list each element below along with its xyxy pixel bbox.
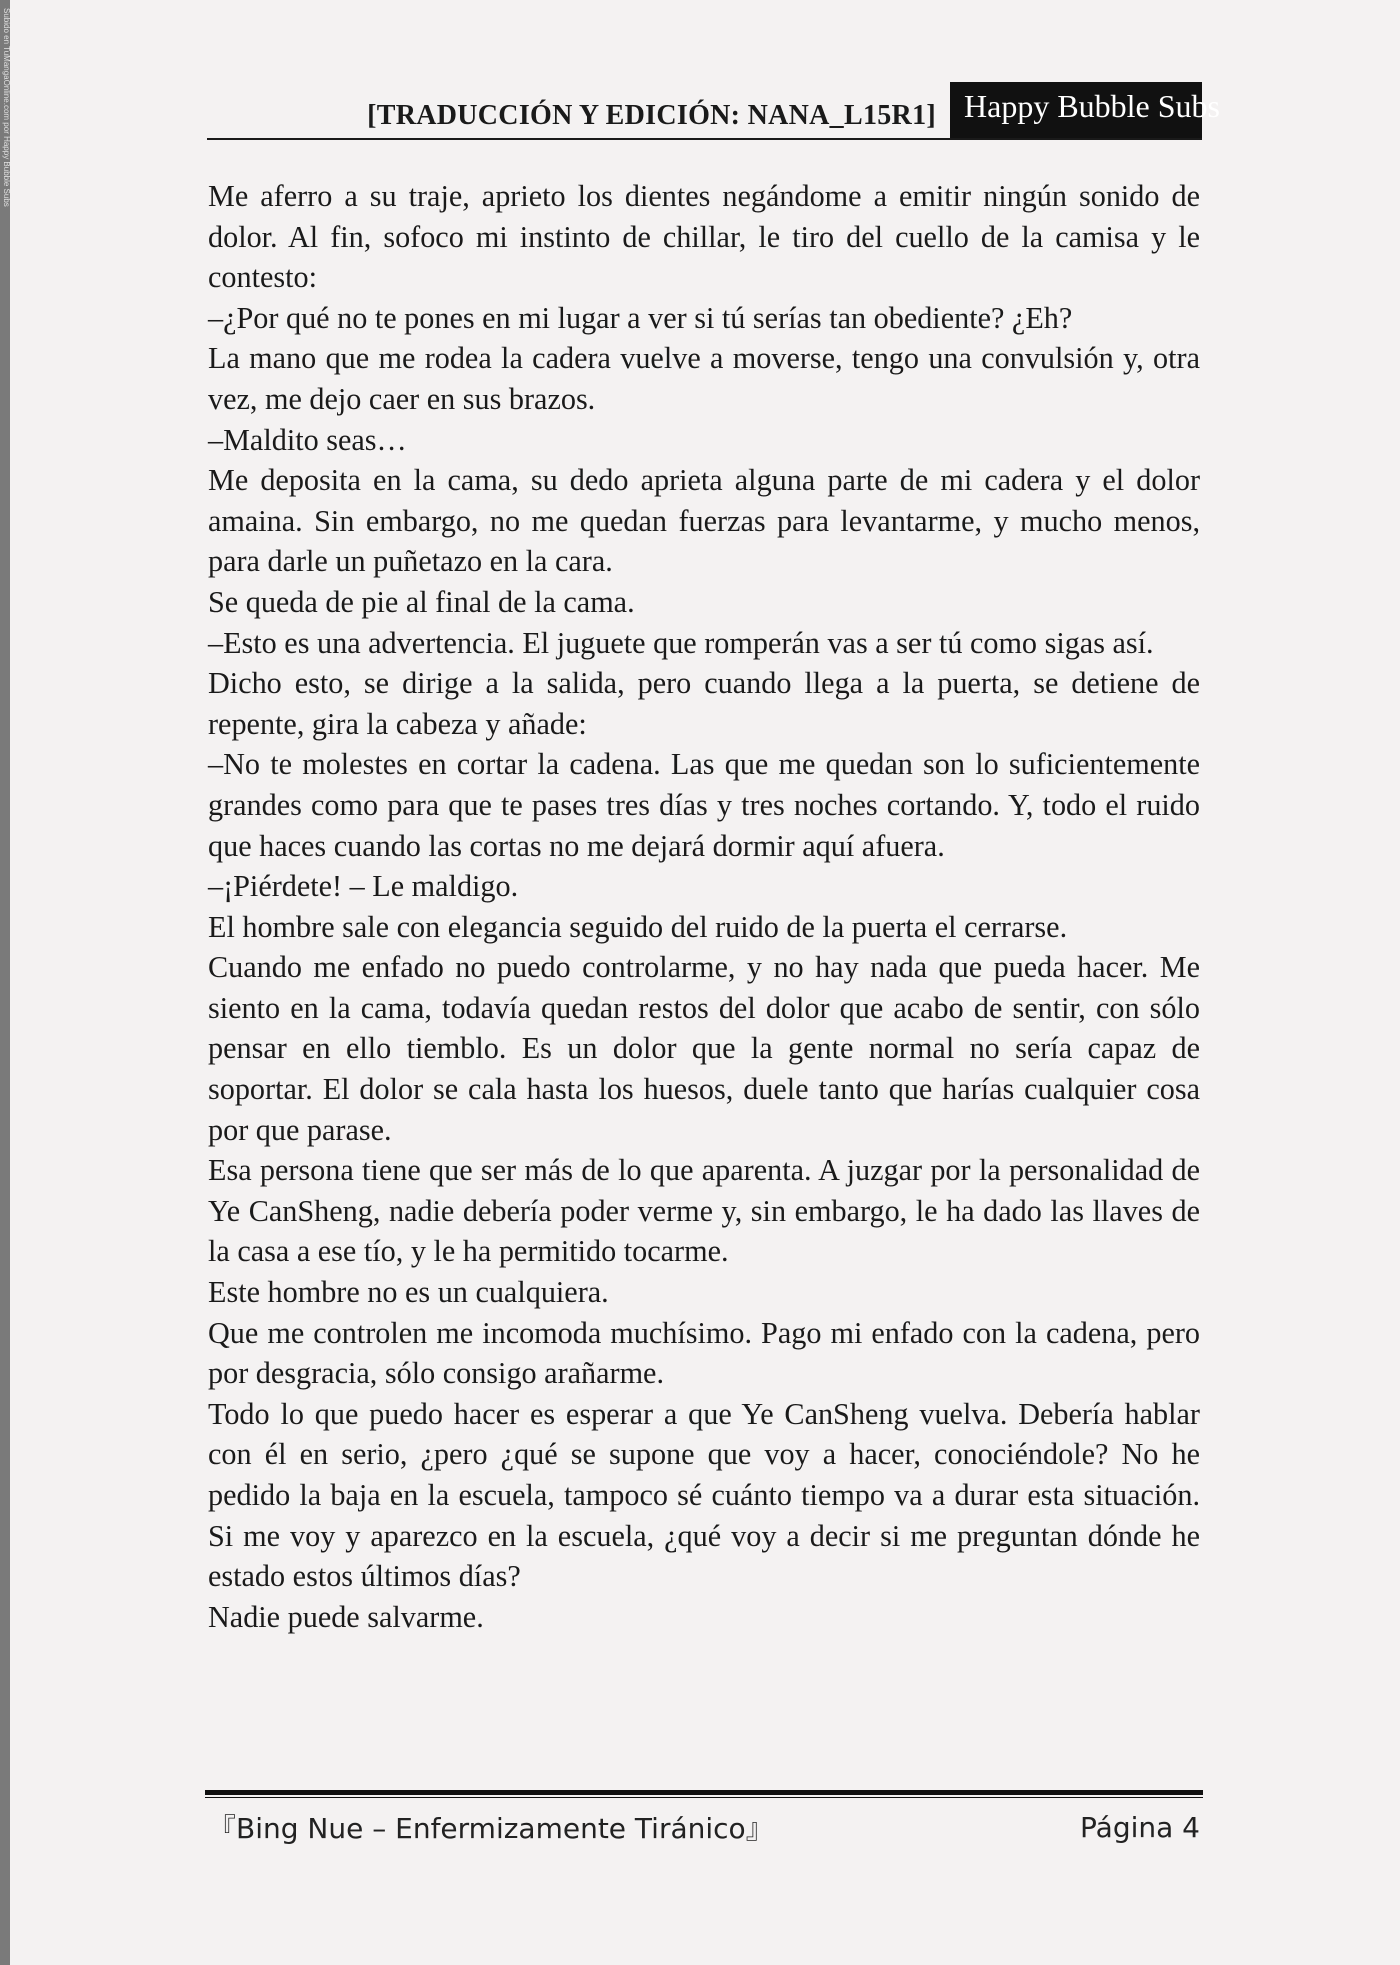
paragraph: Cuando me enfado no puedo controlarme, y no hay nada que pueda hacer. Me siento en la cama, todavía quedan restos del dolor que acabo de sentir, con sólo pensar en ello tiemblo. Es un dolor que la gente normal no sería capaz de soportar. El dolor se cala hasta los huesos, duele tanto que harías cualquier cosa por que parase. — [208, 950, 1200, 1147]
side-watermark-text: Subido en TuMangaOnline.com por Happy Bubble Subs — [2, 8, 11, 207]
header-credit: [TRADUCCIÓN Y EDICIÓN: NANA_L15R1] — [367, 100, 936, 131]
side-watermark-strip — [0, 0, 10, 1965]
header-brand-label: Happy Bubble Subs — [950, 82, 1202, 138]
paragraph: Que me controlen me incomoda muchísimo. Pago mi enfado con la cadena, pero por desgracia, sólo consigo arañarme. — [208, 1315, 1200, 1391]
footer-page-number: Página 4 — [1080, 1810, 1200, 1844]
paragraph: Esa persona tiene que ser más de lo que aparenta. A juzgar por la personalidad de Ye CanSheng, nadie debería poder verme y, sin embargo, le ha dado las llaves de la casa a ese tío, y le ha permitido tocarme. — [208, 1153, 1200, 1269]
page-footer — [208, 1802, 1200, 1852]
body-text — [208, 176, 1200, 1637]
paragraph: –¿Por qué no te pones en mi lugar a ver si tú serías tan obediente? ¿Eh? — [208, 300, 1073, 335]
paragraph: Dicho esto, se dirige a la salida, pero cuando llega a la puerta, se detiene de repente, gira la cabeza y añade: — [208, 666, 1200, 741]
paragraph: La mano que me rodea la cadera vuelve a moverse, tengo una convulsión y, otra vez, me dejo caer en sus brazos. — [208, 341, 1200, 416]
paragraph: –¡Piérdete! – Le maldigo. — [208, 869, 519, 904]
page-header — [207, 82, 1220, 140]
paragraph: Se queda de pie al final de la cama. — [208, 584, 635, 619]
paragraph: Me deposita en la cama, su dedo aprieta alguna parte de mi cadera y el dolor amaina. Sin embargo, no me quedan fuerzas para levantarme, y mucho menos, para darle un puñetazo en la cara. — [208, 463, 1200, 579]
paragraph: –Maldito seas… — [208, 422, 407, 457]
paragraph: –Esto es una advertencia. El juguete que romperán vas a ser tú como sigas así. — [208, 625, 1154, 660]
footer-book-title: 『Bing Nue – Enfermizamente Tiránico』 — [208, 1812, 774, 1845]
paragraph: El hombre sale con elegancia seguido del ruido de la puerta el cerrarse. — [208, 909, 1068, 944]
paragraph: Todo lo que puedo hacer es esperar a que Ye CanSheng vuelva. Debería hablar con él en serio, ¿pero ¿qué se supone que voy a hacer, conociéndole? No he pedido la baja en la escuela, tampoco sé cuánto tiempo va a durar esta situación. Si me voy y aparezco en la escuela, ¿qué voy a decir si me preguntan dónde he estado estos últimos días? — [208, 1396, 1200, 1594]
paragraph: Nadie puede salvarme. — [208, 1599, 484, 1634]
paragraph: –No te molestes en cortar la cadena. Las que me quedan son lo suficientemente grandes como para que te pases tres días y tres noches cortando. Y, todo el ruido que haces cuando las cortas no me dejará dormir aquí afuera. — [208, 747, 1200, 863]
paragraph: Este hombre no es un cualquiera. — [208, 1275, 609, 1310]
paragraph: Me aferro a su traje, aprieto los dientes negándome a emitir ningún sonido de dolor. Al fin, sofoco mi instinto de chillar, le tiro del cuello de la camisa y le contesto: — [208, 179, 1200, 295]
footer-rule — [205, 1790, 1203, 1798]
